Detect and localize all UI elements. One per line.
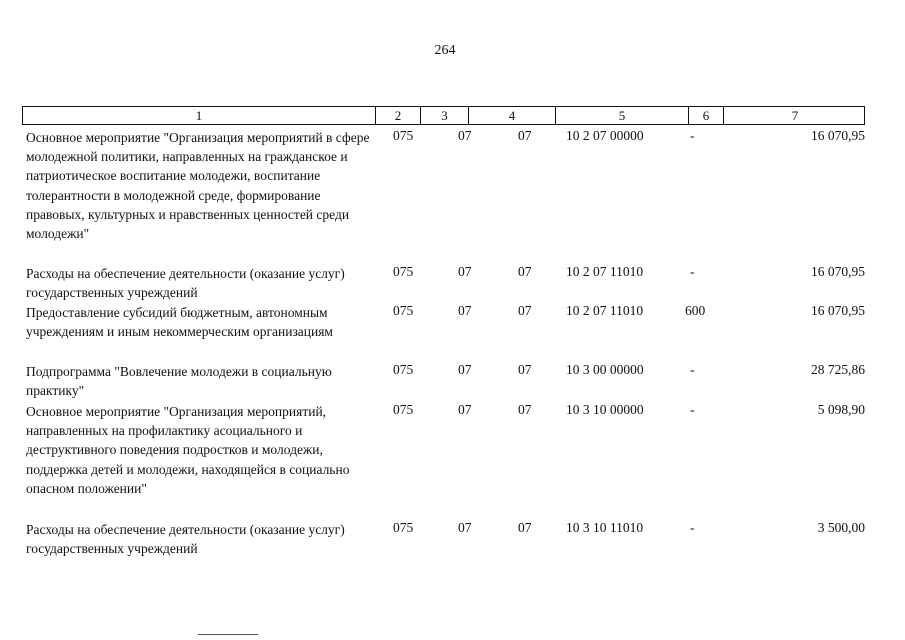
row-name: Подпрограмма "Вовлечение молодежи в социальную практику" <box>26 364 332 399</box>
row-col-7: 28 725,86 <box>811 362 865 377</box>
row-col-6: - <box>690 128 695 143</box>
row-col-5: 10 3 00 00000 <box>566 362 644 377</box>
row-col-7: 16 070,95 <box>811 128 865 143</box>
row-col-2: 075 <box>393 303 414 318</box>
row-col-3: 07 <box>458 264 472 279</box>
row-col-2: 075 <box>393 520 414 535</box>
row-col-4: 07 <box>518 520 532 535</box>
row-col-3: 07 <box>458 402 472 417</box>
header-col-2: 2 <box>375 107 420 124</box>
header-col-7: 7 <box>723 107 866 124</box>
row-col-6: - <box>690 264 695 279</box>
row-col-7: 16 070,95 <box>811 303 865 318</box>
row-col-5: 10 2 07 00000 <box>566 128 644 143</box>
row-col-3: 07 <box>458 520 472 535</box>
row-col-4: 07 <box>518 303 532 318</box>
row-col-4: 07 <box>518 362 532 377</box>
row-col-4: 07 <box>518 264 532 279</box>
row-col-6: - <box>690 402 695 417</box>
row-col-7: 5 098,90 <box>817 402 865 417</box>
row-name: Основное мероприятие "Организация мероприятий в сфере молодежной политики, направленных на гражданское и патриотическое воспитание молодежи, воспитание толерантности в молодежной среде, формирование правовых, культурных и нравственных ценностей среди молодежи" <box>26 130 370 242</box>
row-col-6: 600 <box>685 303 706 318</box>
row-col-4: 07 <box>518 402 532 417</box>
row-name: Предоставление субсидий бюджетным, автономным учреждениям и иным некоммерческим организациям <box>26 305 333 340</box>
row-col-5: 10 2 07 11010 <box>566 264 644 279</box>
header-col-1: 1 <box>195 108 203 123</box>
row-col-3: 07 <box>458 128 472 143</box>
row-col-6: - <box>690 362 695 377</box>
header-col-5: 5 <box>555 107 688 124</box>
header-col-3: 3 <box>420 107 468 124</box>
row-name: Расходы на обеспечение деятельности (оказание услуг) государственных учреждений <box>26 266 345 301</box>
row-col-5: 10 3 10 11010 <box>566 520 644 535</box>
row-name: Расходы на обеспечение деятельности (оказание услуг) государственных учреждений <box>26 522 345 557</box>
row-name: Основное мероприятие "Организация мероприятий, направленных на профилактику асоциального и деструктивного поведения подростков и молодежи, поддержка детей и молодежи, находящейся в социально опасном положении" <box>26 404 350 496</box>
footer-divider <box>198 634 258 635</box>
table-header <box>22 106 865 125</box>
header-col-4: 4 <box>468 107 555 124</box>
row-col-2: 075 <box>393 362 414 377</box>
page-number: 264 <box>434 43 456 58</box>
row-col-2: 075 <box>393 264 414 279</box>
row-col-2: 075 <box>393 128 414 143</box>
row-col-4: 07 <box>518 128 532 143</box>
row-col-3: 07 <box>458 362 472 377</box>
row-col-5: 10 2 07 11010 <box>566 303 644 318</box>
row-col-2: 075 <box>393 402 414 417</box>
row-col-6: - <box>690 520 695 535</box>
header-col-6: 6 <box>688 107 723 124</box>
row-col-5: 10 3 10 00000 <box>566 402 644 417</box>
row-col-3: 07 <box>458 303 472 318</box>
row-col-7: 3 500,00 <box>817 520 865 535</box>
row-col-7: 16 070,95 <box>811 264 865 279</box>
